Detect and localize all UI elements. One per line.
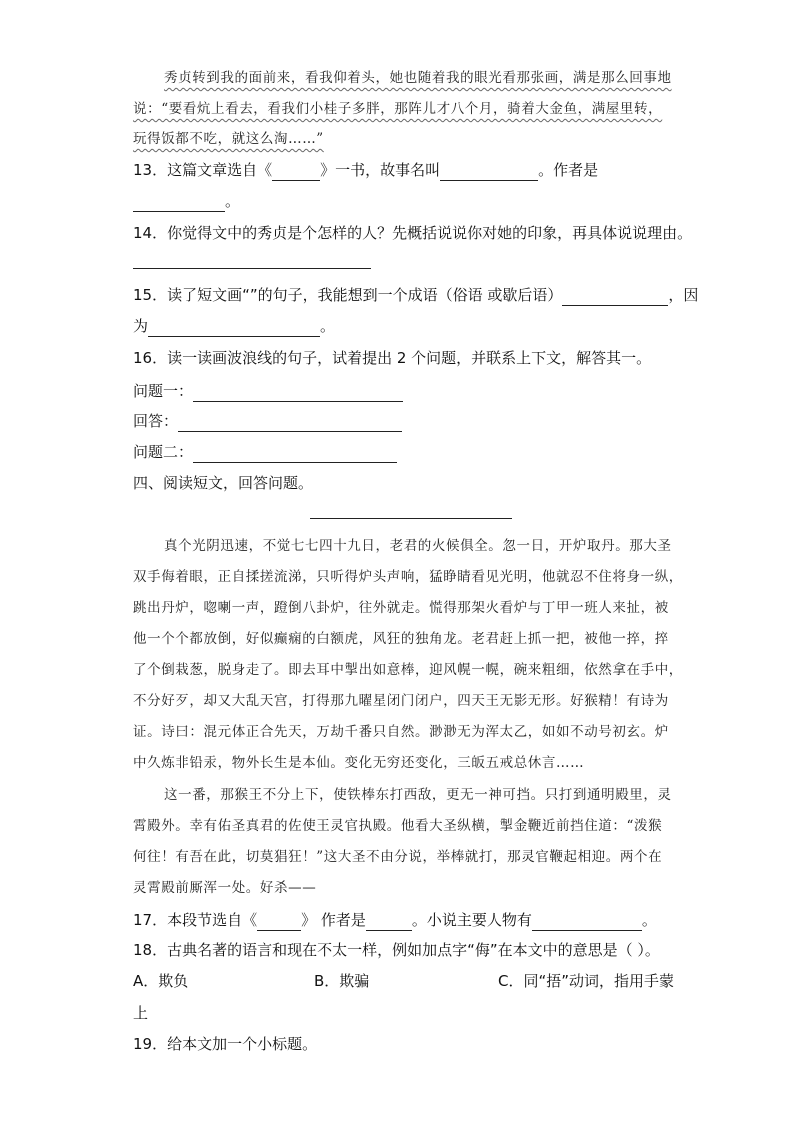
answer-line[interactable] <box>133 268 371 269</box>
answer-blank[interactable] <box>257 914 301 931</box>
question-14: 14．你觉得文中的秀贞是个怎样的人？先概括说说你对她的印象，再具体说说理由。 <box>133 224 693 242</box>
passage2-line: 何往！有吾在此，切莫猖狂！”这大圣不由分说，举棒就打，那灵官鞭起相迎。两个在 <box>133 849 663 865</box>
answer-blank[interactable] <box>193 385 403 402</box>
question-15: 15．读了短文画“”的句子，我能想到一个成语（俗语 或歇后语） ，因 <box>133 286 699 304</box>
passage1-line: 玩得饭都不吃，就这么淘……” <box>133 131 324 147</box>
answer-blank[interactable] <box>440 164 538 181</box>
passage2-line: 霄殿外。幸有佑圣真君的佐使王灵官执殿。他看大圣纵横，掣金鞭近前挡住道：“泼猴 <box>133 818 663 834</box>
passage2-line: 这一番，那猴王不分上下，使铁棒东打西敌，更无一神可挡。只打到通明殿里，灵 <box>164 787 672 803</box>
answer-blank[interactable] <box>193 446 397 463</box>
question-16: 16．读一读画波浪线的句子，试着提出 2 个问题，并联系上下文，解答其一。 <box>133 349 652 367</box>
option-a[interactable]: A．欺负 <box>133 972 189 990</box>
passage2-line: 真个光阴迅速，不觉七七四十九日，老君的火候俱全。忽一日，开炉取丹。那大圣 <box>164 538 672 554</box>
answer-blank[interactable] <box>532 914 642 931</box>
option-c[interactable]: C．同“捂”动词，指用手蒙 <box>498 972 675 990</box>
question-17: 17．本段节选自《 》 作者是 。小说主要人物有 。 <box>133 911 657 929</box>
passage1-line: 秀贞转到我的面前来，看我仰着头，她也随着我的眼光看那张画，满是那么回事地 <box>164 70 672 86</box>
passage2-line: 跳出丹炉，唿喇一声，蹬倒八卦炉，往外就走。慌得那架火看炉与丁甲一班人来扯，被 <box>133 600 669 616</box>
question-16-problem2: 问题二： <box>133 441 397 463</box>
passage2-line: 不分好歹，却又大乱天宫，打得那九曜星闭门闭户，四天王无影无形。好猴精！有诗为 <box>133 693 669 709</box>
answer-blank[interactable] <box>562 289 668 306</box>
answer-blank[interactable] <box>272 164 320 181</box>
passage2-line: 双手侮着眼，正自揉搓流涕，只听得炉头声响，猛睁睛看见光明，他就忍不住将身一纵， <box>133 569 683 585</box>
question-16-problem1: 问题一： <box>133 380 403 402</box>
answer-blank[interactable] <box>133 195 225 212</box>
question-13-cont: 。 <box>133 190 240 212</box>
answer-blank[interactable] <box>148 320 320 337</box>
passage2-line: 他一个个都放倒，好似癫痫的白额虎，风狂的独角龙。老君赶上抓一把，被他一捽，捽 <box>133 631 669 647</box>
passage2-line: 中久炼非铅汞，物外长生是本仙。变化无穷还变化，三皈五戒总休言…… <box>133 755 585 771</box>
question-15-cont: 为 。 <box>133 317 336 335</box>
title-blank-line[interactable] <box>310 518 512 519</box>
question-19: 19．给本文加一个小标题。 <box>133 1035 318 1053</box>
answer-blank[interactable] <box>178 415 402 432</box>
passage2-line: 了个倒栽葱，脱身走了。即去耳中掣出如意棒，迎风幌一幌，碗来粗细，依然拿在手中， <box>133 662 683 678</box>
section-4-heading: 四、阅读短文，回答问题。 <box>133 474 314 492</box>
answer-blank[interactable] <box>366 914 412 931</box>
option-c-continued: 上 <box>133 1004 149 1022</box>
question-16-answer: 回答： <box>133 410 402 432</box>
passage2-line: 灵霄殿前厮浑一处。好杀—— <box>133 880 317 896</box>
option-b[interactable]: B．欺骗 <box>314 972 370 990</box>
passage2-line: 证。诗曰：混元体正合先天，万劫千番只自然。渺渺无为浑太乙，如如不动号初玄。炉 <box>133 724 669 740</box>
question-18: 18．古典名著的语言和现在不太一样，例如加点字“侮”在本文中的意思是（ ）。 <box>133 941 660 959</box>
passage1-line: 说：“要看炕上看去，看我们小桂子多胖，那阵儿才八个月，骑着大金鱼，满屋里转， <box>133 101 663 117</box>
question-13: 13．这篇文章选自《 》一书，故事名叫 。作者是 <box>133 161 599 179</box>
